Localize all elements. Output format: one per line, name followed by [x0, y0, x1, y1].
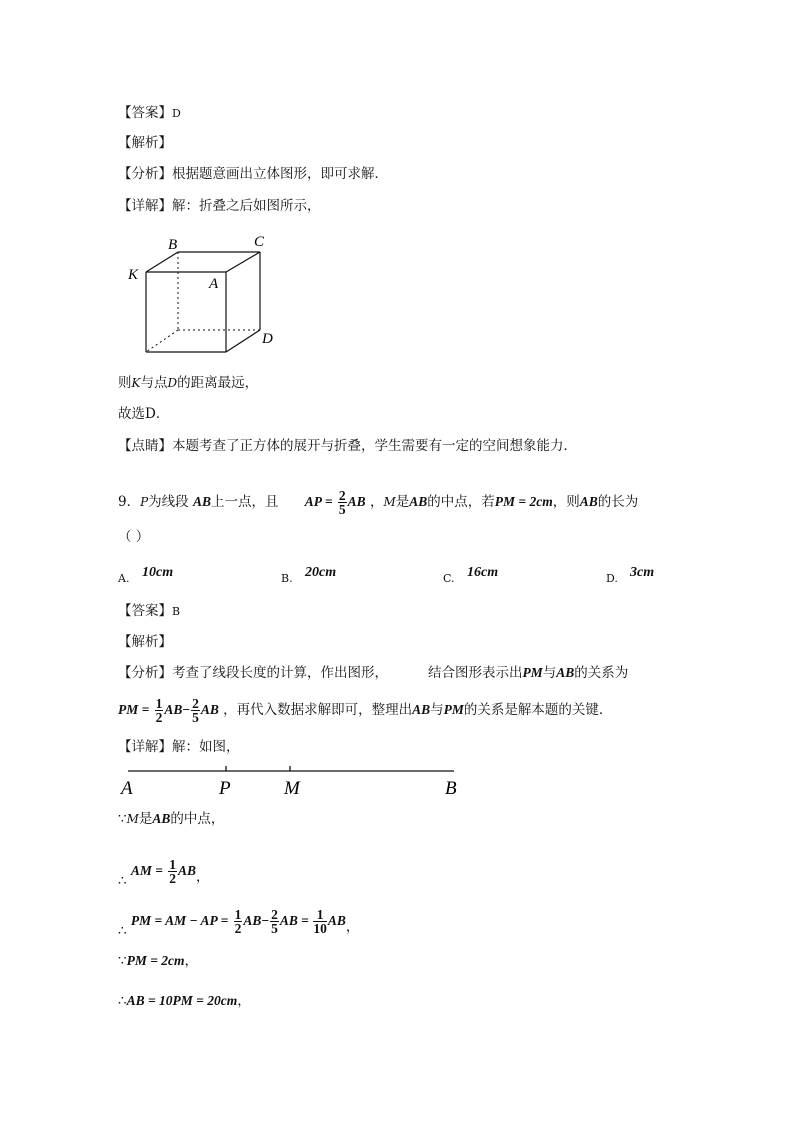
q9-analysis-tag: 【解析】	[118, 634, 172, 650]
label-P: P	[219, 778, 231, 799]
frac-num: 1	[313, 908, 327, 922]
proof-line-1	[118, 810, 224, 828]
answer-value: D	[172, 107, 181, 120]
fraction-2-5	[338, 489, 347, 516]
because-symbol: ∵	[118, 811, 127, 827]
answer-tag: 【答案】	[118, 105, 172, 121]
option-c-value: 16cm	[467, 565, 499, 580]
option-b-letter: B.	[281, 572, 293, 585]
var-m: M	[383, 495, 396, 509]
label-A: A	[209, 276, 219, 292]
option-a-value: 10cm	[142, 565, 174, 580]
cube-figure	[120, 228, 290, 358]
text: ，	[184, 953, 199, 969]
math-pm-val: PM = 2cm	[126, 953, 185, 968]
q8-conclusion-line	[118, 374, 258, 392]
segment-figure	[116, 762, 466, 802]
text: 的关系为	[574, 665, 629, 681]
q9-detail-line	[118, 738, 240, 756]
therefore-symbol: ∴	[118, 993, 127, 1009]
option-b-value: 20cm	[305, 565, 337, 580]
fraction-2-5	[270, 908, 279, 935]
fenxi-tag: 【分析】	[118, 665, 172, 681]
cube-hidden-edge	[146, 330, 178, 352]
fenxi-text: 根据题意画出立体图形，即可求解．	[172, 166, 388, 182]
q8-dianjing-line	[118, 437, 577, 455]
text: 为线段	[148, 494, 189, 510]
math-am: AM =	[130, 863, 163, 878]
dianjing-text: 本题考查了正方体的展开与折叠，学生需要有一定的空间想象能力．	[172, 438, 577, 454]
option-c-letter: C.	[443, 572, 455, 585]
q9-fenxi-line2	[118, 690, 612, 730]
frac-num: 1	[169, 857, 177, 872]
text: 是	[138, 811, 153, 827]
frac-num: 2	[338, 488, 346, 503]
q8-answer-line	[118, 104, 181, 123]
math-ab: AB	[192, 494, 211, 509]
dianjing-tag: 【点睛】	[118, 438, 172, 454]
text: 与点	[140, 375, 168, 391]
frac-den: 2	[169, 871, 177, 886]
math-ab: AB	[347, 494, 366, 509]
math-ab: AB	[409, 494, 428, 509]
var-m: M	[126, 812, 139, 826]
label-B: B	[445, 778, 457, 799]
math-ab: AB	[243, 913, 262, 928]
q8-analysis-tag: 【解析】	[118, 135, 172, 151]
math-minus: −	[182, 702, 191, 717]
text: 与	[542, 665, 557, 681]
frac-den: 2	[234, 921, 242, 936]
text: 则	[118, 375, 132, 391]
frac-den: 2	[155, 710, 163, 725]
proof-line-4	[118, 952, 198, 970]
question-number: 9．	[118, 494, 141, 510]
var-p: P	[140, 495, 149, 509]
math-pm-eq: PM = 2cm	[494, 494, 553, 509]
math-ab: AB	[279, 913, 298, 928]
text: 的长为	[597, 494, 639, 510]
text: ，	[369, 494, 384, 510]
option-a-letter: A.	[118, 572, 130, 585]
therefore-symbol: ∴	[118, 873, 127, 889]
text: ，	[196, 869, 210, 885]
math-ab: AB	[556, 665, 575, 680]
math-ab-result: AB = 10PM = 20cm	[126, 993, 238, 1008]
answer-tag: 【答案】	[118, 603, 172, 619]
text: 结合图形表示出	[428, 665, 523, 681]
cube-edge	[226, 330, 260, 352]
frac-num: 1	[155, 696, 163, 711]
text: 是	[395, 494, 410, 510]
text: 的距离最远，	[177, 375, 259, 391]
var-d: D	[167, 376, 178, 390]
text: 的中点，	[170, 811, 225, 827]
math-pm-chain: PM = AM − AP =	[130, 913, 229, 928]
fraction-1-2	[234, 908, 243, 935]
detail-text: 解：如图，	[172, 739, 240, 755]
proof-line-5	[118, 992, 251, 1010]
proof-line-3: ∴ PM = AM − AP = $\frac{1}{2}$ AB− $\frac{2}{5}$ AB = $\frac{1}{10}$ AB，	[118, 907, 360, 939]
text: 考查了线段长度的计算，作出图形，	[172, 665, 388, 681]
because-symbol: ∵	[118, 953, 127, 969]
option-d-letter: D.	[606, 572, 618, 585]
frac-num: 2	[271, 907, 278, 922]
label-C: C	[254, 234, 265, 250]
var-k: K	[131, 376, 141, 390]
detail-text: 解：折叠之后如图所示，	[172, 198, 321, 214]
text: ，	[345, 919, 360, 935]
cube-edge	[226, 252, 260, 272]
math-pm: PM	[443, 702, 464, 717]
math-ab: AB	[164, 702, 183, 717]
label-A: A	[121, 778, 133, 799]
frac-den: 5	[192, 710, 199, 725]
frac-num: 1	[234, 907, 242, 922]
detail-tag: 【详解】	[118, 739, 172, 755]
text: 的中点，若	[427, 494, 495, 510]
math-ab: AB	[579, 494, 598, 509]
math-pm: PM =	[118, 702, 150, 717]
label-M: M	[284, 778, 300, 799]
fraction-1-10	[313, 908, 327, 935]
label-D: D	[262, 331, 273, 347]
answer-value: B	[172, 605, 181, 618]
text: 上一点，且	[210, 494, 279, 510]
math-ap: AP =	[304, 494, 333, 509]
frac-den: 10	[313, 921, 327, 936]
text: 的关系是解本题的关键．	[463, 702, 613, 718]
therefore-symbol: ∴	[118, 923, 127, 939]
text: ，再代入数据求解即可，整理出	[223, 702, 413, 718]
frac-num: 2	[192, 696, 199, 711]
q8-detail-line	[118, 197, 321, 215]
fenxi-tag: 【分析】	[118, 166, 172, 182]
math-pm: PM	[522, 665, 543, 680]
cube-edge	[146, 252, 178, 272]
q9-answer-line	[118, 602, 180, 621]
frac-den: 5	[271, 921, 278, 936]
math-ab: AB	[178, 863, 197, 878]
label-B: B	[168, 237, 178, 253]
fraction-1-2	[168, 858, 177, 885]
math-ab: AB	[200, 702, 219, 717]
q8-fenxi-line	[118, 165, 388, 183]
q9-fenxi-line	[118, 664, 628, 682]
math-ab: AB	[327, 913, 346, 928]
math-ab: AB	[412, 702, 431, 717]
q8-choose: 故选D．	[118, 406, 170, 422]
option-d-value: 3cm	[630, 565, 655, 580]
text: 与	[430, 702, 444, 718]
text: ，则	[552, 494, 580, 510]
label-K: K	[128, 267, 139, 283]
math-minus: −	[261, 913, 270, 928]
detail-tag: 【详解】	[118, 198, 172, 214]
text: ，	[237, 993, 251, 1009]
proof-line-2	[118, 852, 210, 890]
fraction-2-5	[191, 697, 200, 724]
math-ab: AB	[152, 811, 171, 826]
q9-stem	[118, 482, 638, 522]
fraction-1-2	[155, 697, 164, 724]
q9-paren: （ ）	[118, 529, 150, 545]
frac-den: 5	[338, 502, 346, 517]
